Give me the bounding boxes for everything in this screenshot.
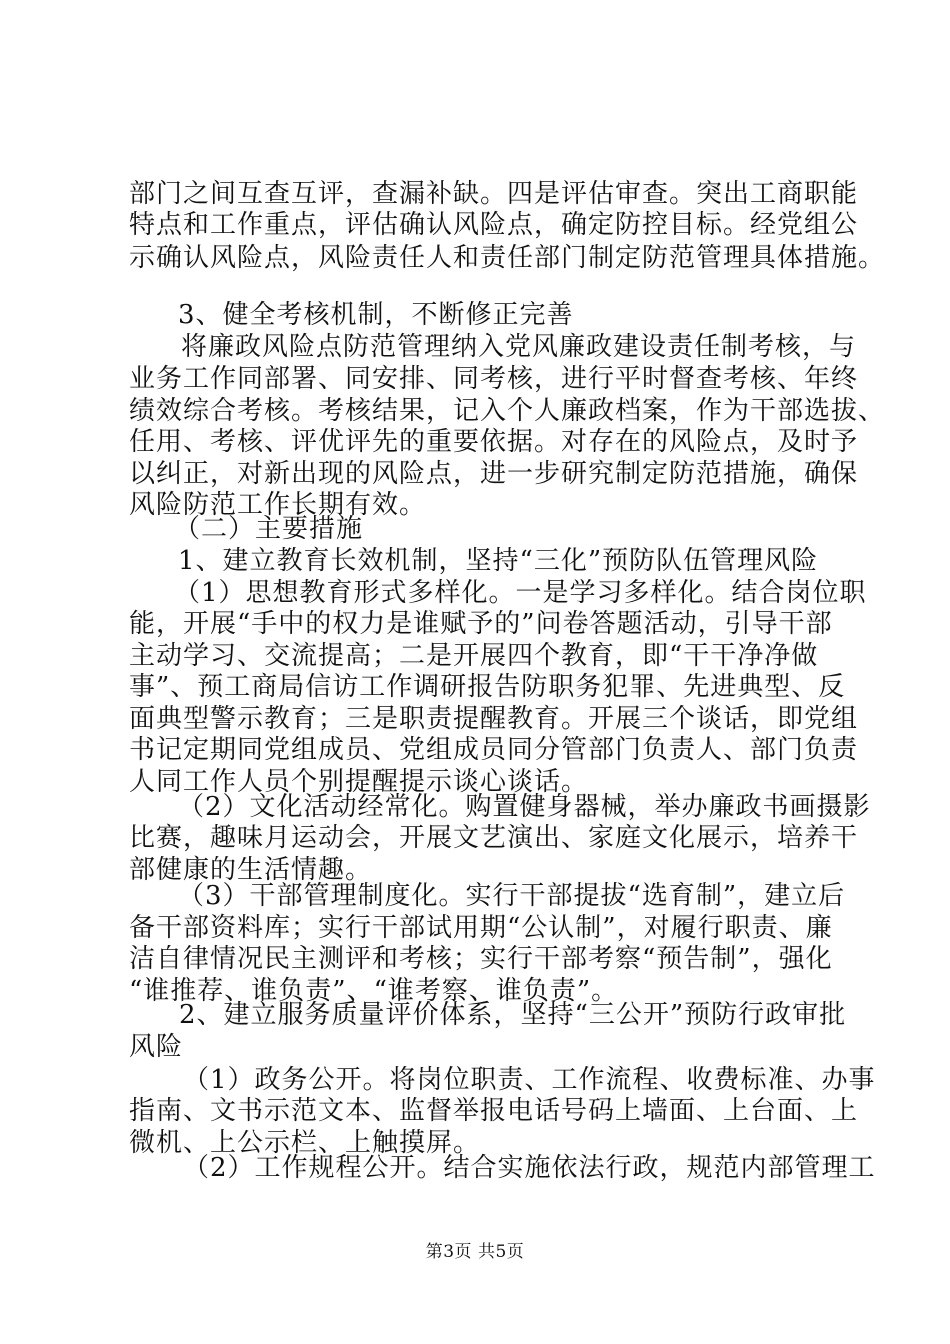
section-heading: 风险 [129, 1032, 184, 1062]
text-line: 部健康的生活情趣。 [129, 855, 373, 885]
section-heading: （二）主要措施 [174, 514, 364, 544]
text-line: 风险防范工作长期有效。 [129, 490, 427, 520]
text-line: 指南、文书示范文本、监督举报电话号码上墙面、上台面、上 [129, 1096, 859, 1126]
text-line: 面典型警示教育；三是职责提醒教育。开展三个谈话，即党组 [129, 704, 859, 734]
text-line: 微机、上公示栏、上触摸屏。 [129, 1128, 481, 1158]
text-line: （2）文化活动经常化。购置健身器械，举办廉政书画摄影 [178, 792, 871, 822]
text-line: 绩效综合考核。考核结果，记入个人廉政档案，作为干部选拔、 [129, 396, 886, 426]
text-line: （3）干部管理制度化。实行干部提拔“选育制”，建立后 [178, 881, 846, 911]
text-line: 示确认风险点，风险责任人和责任部门制定防范管理具体措施。 [129, 243, 886, 273]
section-heading: 3、健全考核机制，不断修正完善 [178, 300, 574, 330]
text-line: 人同工作人员个别提醒提示谈心谈话。 [129, 767, 589, 797]
text-line: 业务工作同部署、同安排、同考核，进行平时督查考核、年终 [129, 364, 859, 394]
section-heading: 2、建立服务质量评价体系，坚持“三公开”预防行政审批 [179, 1000, 847, 1030]
section-heading: 1、建立教育长效机制，坚持“三化”预防队伍管理风险 [178, 546, 819, 576]
text-line: 洁自律情况民主测评和考核；实行干部考察“预告制”，强化 [129, 944, 833, 974]
text-line: （2）工作规程公开。结合实施依法行政，规范内部管理工 [183, 1153, 876, 1183]
text-line: 主动学习、交流提高；二是开展四个教育，即“干干净净做 [129, 641, 819, 671]
text-line: 事”、预工商局信访工作调研报告防职务犯罪、先进典型、反 [129, 672, 846, 702]
text-line: “谁推荐、谁负责”、“谁考察、谁负责”。 [129, 976, 619, 1006]
text-line: 书记定期同党组成员、党组成员同分管部门负责人、部门负责 [129, 735, 859, 765]
page-footer: 第3页 共5页 [425, 1242, 525, 1262]
text-line: 备干部资料库；实行干部试用期“公认制”，对履行职责、廉 [129, 913, 833, 943]
text-line: 以纠正，对新出现的风险点，进一步研究制定防范措施，确保 [129, 459, 859, 489]
text-line: 任用、考核、评优评先的重要依据。对存在的风险点，及时予 [129, 427, 859, 457]
text-line: 能，开展“手中的权力是谁赋予的”问卷答题活动，引导干部 [129, 609, 833, 639]
text-line: 特点和工作重点，评估确认风险点，确定防控目标。经党组公 [129, 210, 859, 240]
text-line: 比赛，趣味月运动会，开展文艺演出、家庭文化展示，培养干 [129, 823, 859, 853]
text-line: 将廉政风险点防范管理纳入党风廉政建设责任制考核，与 [181, 332, 857, 362]
text-line: 部门之间互查互评，查漏补缺。四是评估审查。突出工商职能 [129, 179, 859, 209]
text-line: （1）政务公开。将岗位职责、工作流程、收费标准、办事 [183, 1065, 876, 1095]
text-line: （1）思想教育形式多样化。一是学习多样化。结合岗位职 [174, 578, 867, 608]
